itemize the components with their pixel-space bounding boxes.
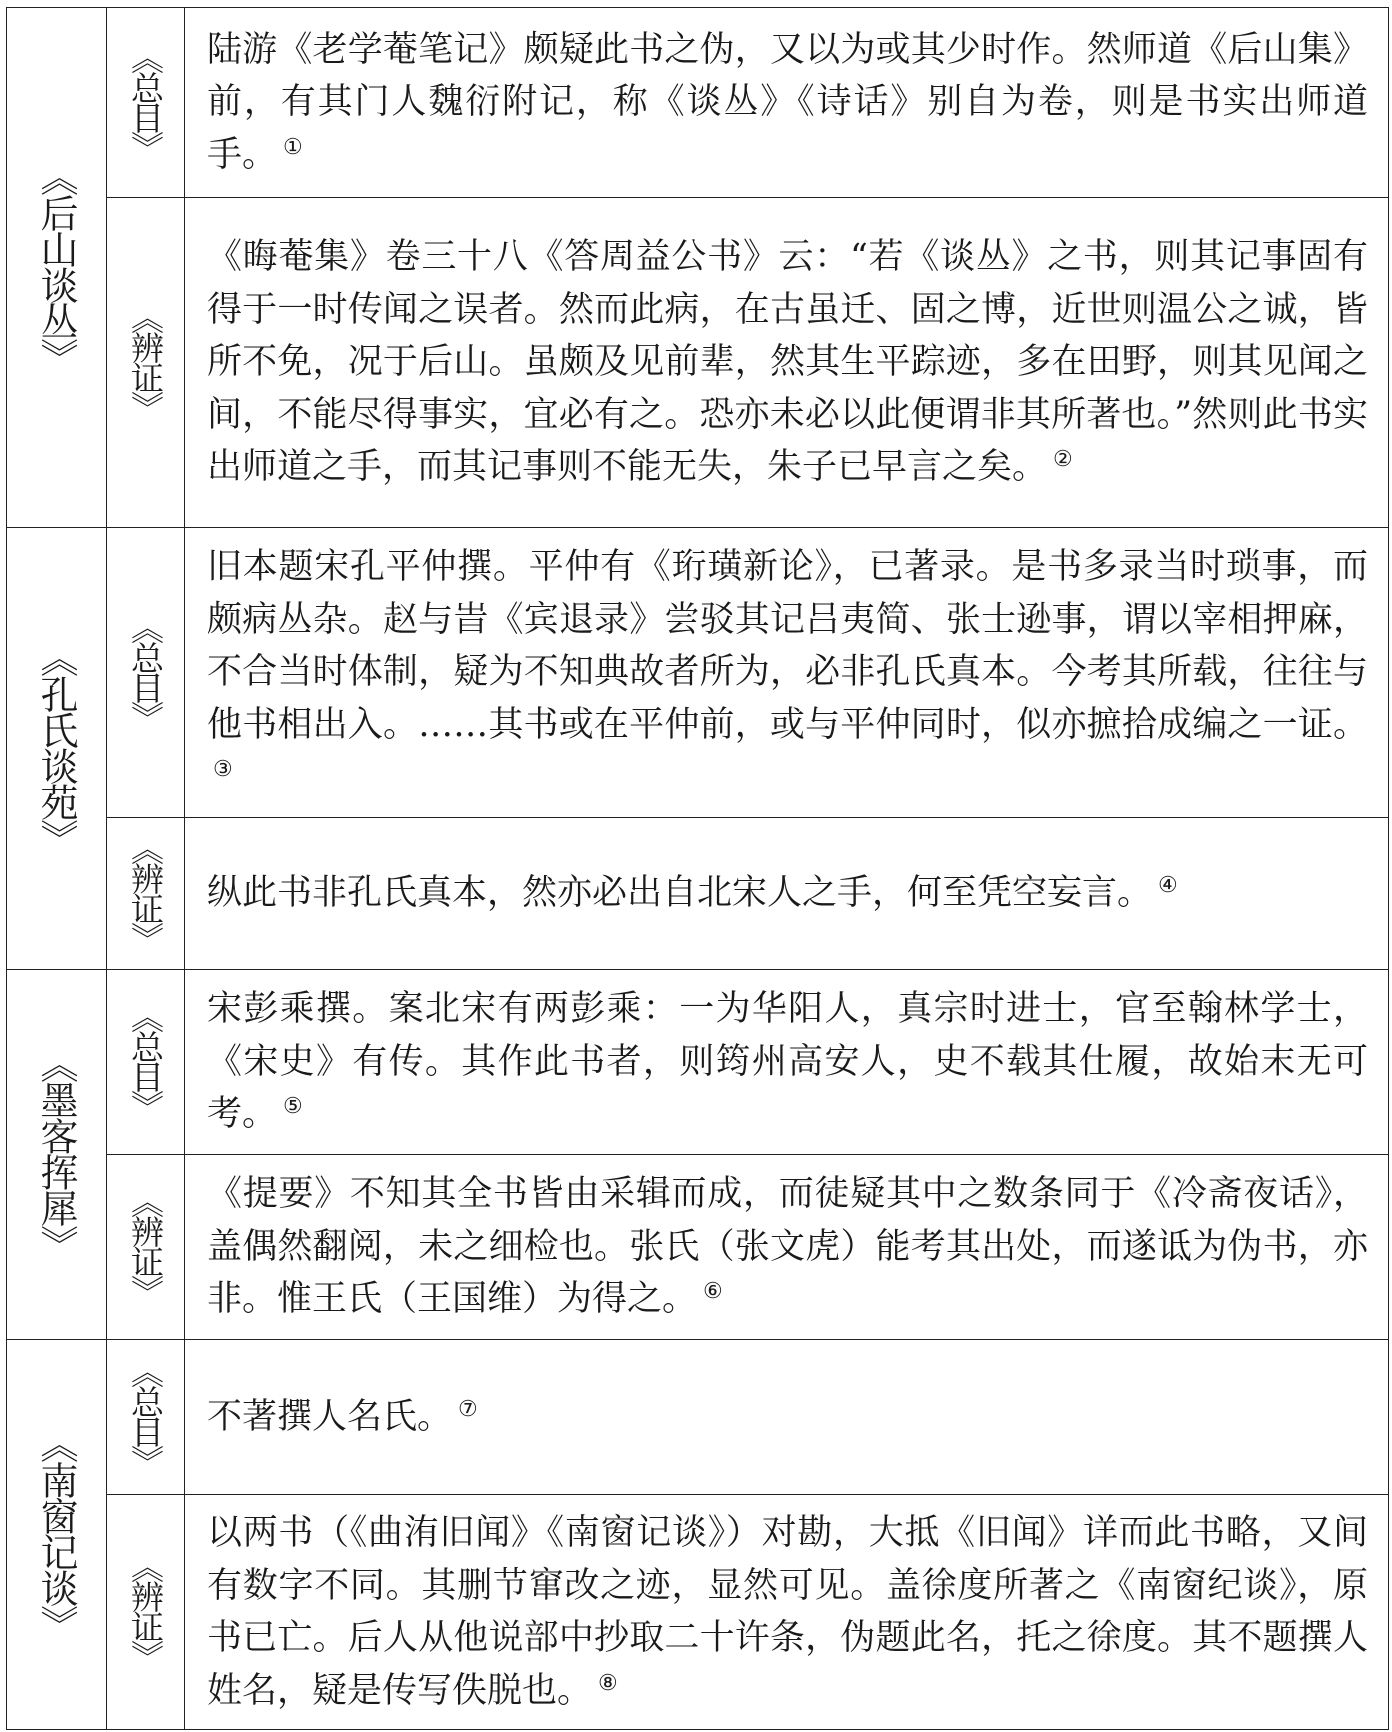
footnote-marker: ⑦ <box>458 1396 478 1422</box>
entry-text: 不著撰人名氏。 <box>207 1396 453 1437</box>
entry-text-cell <box>185 1155 1389 1340</box>
book-title: 《孔氏谈苑》 <box>34 638 78 855</box>
entry-label: 《总目》 <box>126 1355 165 1475</box>
entry-text-cell <box>185 818 1389 970</box>
entry-text-cell <box>185 1340 1389 1495</box>
footnote-marker: ④ <box>1158 873 1178 899</box>
entry-label-cell <box>107 818 185 970</box>
entry-text: 宋彭乘撰。案北宋有两彭乘：一为华阳人，真宗时进士，官至翰林学士，《宋史》有传。其作此书者，则筠州高安人，史不载其仕履，故始末无可考。 <box>207 989 1368 1135</box>
entry-text: 《晦菴集》卷三十八《答周益公书》云：“若《谈丛》之书，则其记事固有得于一时传闻之误者。然而此病，在古虽迁、固之博，近世则温公之诚，皆所不免，况于后山。虽颇及见前辈，然其生平踪迹，多在田野，则其见闻之间，不能尽得事实，宜必有之。恐亦未必以此便谓非其所著也。”然则此书实出师道之手，而其记事则不能无失，朱子已早言之矣。 <box>207 237 1368 488</box>
entry-label: 《辨证》 <box>126 1550 165 1670</box>
entry-text: 陆游《老学菴笔记》颇疑此书之伪，又以为或其少时作。然师道《后山集》前，有其门人魏衍附记，称《谈丛》《诗话》别自为卷，则是书实出师道手。 <box>207 29 1368 175</box>
entry-text: 《提要》不知其全书皆由采辑而成，而徒疑其中之数条同于《冷斋夜话》，盖偶然翻阅，未之细检也。张氏（张文虎）能考其出处，而遂诋为伪书，亦非。惟王氏（王国维）为得之。 <box>207 1174 1368 1320</box>
entry-text-cell <box>185 970 1389 1155</box>
book-title-cell <box>7 528 107 970</box>
entry-label-cell <box>107 1495 185 1730</box>
footnote-marker: ⑤ <box>283 1094 303 1120</box>
entry-label: 《辨证》 <box>126 831 165 952</box>
book-title-cell <box>7 970 107 1340</box>
table-row <box>7 1340 1389 1495</box>
book-title: 《墨客挥犀》 <box>34 1044 78 1261</box>
table-row <box>7 198 1389 528</box>
footnote-marker: ① <box>283 134 303 160</box>
book-title-cell <box>7 8 107 528</box>
entry-label-cell <box>107 528 185 818</box>
entry-label: 《总目》 <box>126 40 165 161</box>
entry-label-cell <box>107 8 185 198</box>
table-row <box>7 970 1389 1155</box>
book-title: 《南窗记谈》 <box>34 1424 78 1641</box>
entry-text-cell <box>185 8 1389 198</box>
book-title: 《后山谈丛》 <box>34 157 78 374</box>
footnote-marker: ③ <box>213 757 233 783</box>
table-row <box>7 528 1389 818</box>
entry-text: 纵此书非孔氏真本，然亦必出自北宋人之手，何至凭空妄言。 <box>207 873 1153 914</box>
entry-label: 《辨证》 <box>126 300 165 421</box>
entry-text-cell <box>185 1495 1389 1730</box>
table-row <box>7 8 1389 198</box>
footnote-marker: ⑥ <box>703 1279 723 1305</box>
entry-label-cell <box>107 198 185 528</box>
comparison-table <box>6 7 1389 1730</box>
entry-label: 《总目》 <box>126 1000 165 1120</box>
entry-label-cell <box>107 1155 185 1340</box>
entry-text-cell <box>185 198 1389 528</box>
table-row <box>7 818 1389 970</box>
footnote-marker: ② <box>1053 447 1073 473</box>
entry-text-cell <box>185 528 1389 818</box>
footnote-marker: ⑧ <box>598 1670 618 1696</box>
entry-label: 《辨证》 <box>126 1185 165 1305</box>
table-row <box>7 1495 1389 1730</box>
entry-text: 以两书（《曲洧旧闻》《南窗记谈》）对勘，大抵《旧闻》详而此书略，又间有数字不同。其删节窜改之迹，显然可见。盖徐度所著之《南窗纪谈》，原书已亡。后人从他说部中抄取二十许条，伪题此名，托之徐度。其不题撰人姓名，疑是传写佚脱也。 <box>207 1513 1368 1711</box>
entry-label-cell <box>107 970 185 1155</box>
entry-label-cell <box>107 1340 185 1495</box>
entry-text: 旧本题宋孔平仲撰。平仲有《珩璜新论》，已著录。是书多录当时琐事，而颇病丛杂。赵与旹《宾退录》尝驳其记吕夷简、张士逊事，谓以宰相押麻，不合当时体制，疑为不知典故者所为，必非孔氏真本。今考其所载，往往与他书相出入。……其书或在平仲前，或与平仲同时，似亦摭拾成编之一证。 <box>207 547 1368 745</box>
book-title-cell <box>7 1340 107 1730</box>
entry-label: 《总目》 <box>126 610 165 731</box>
table-row <box>7 1155 1389 1340</box>
